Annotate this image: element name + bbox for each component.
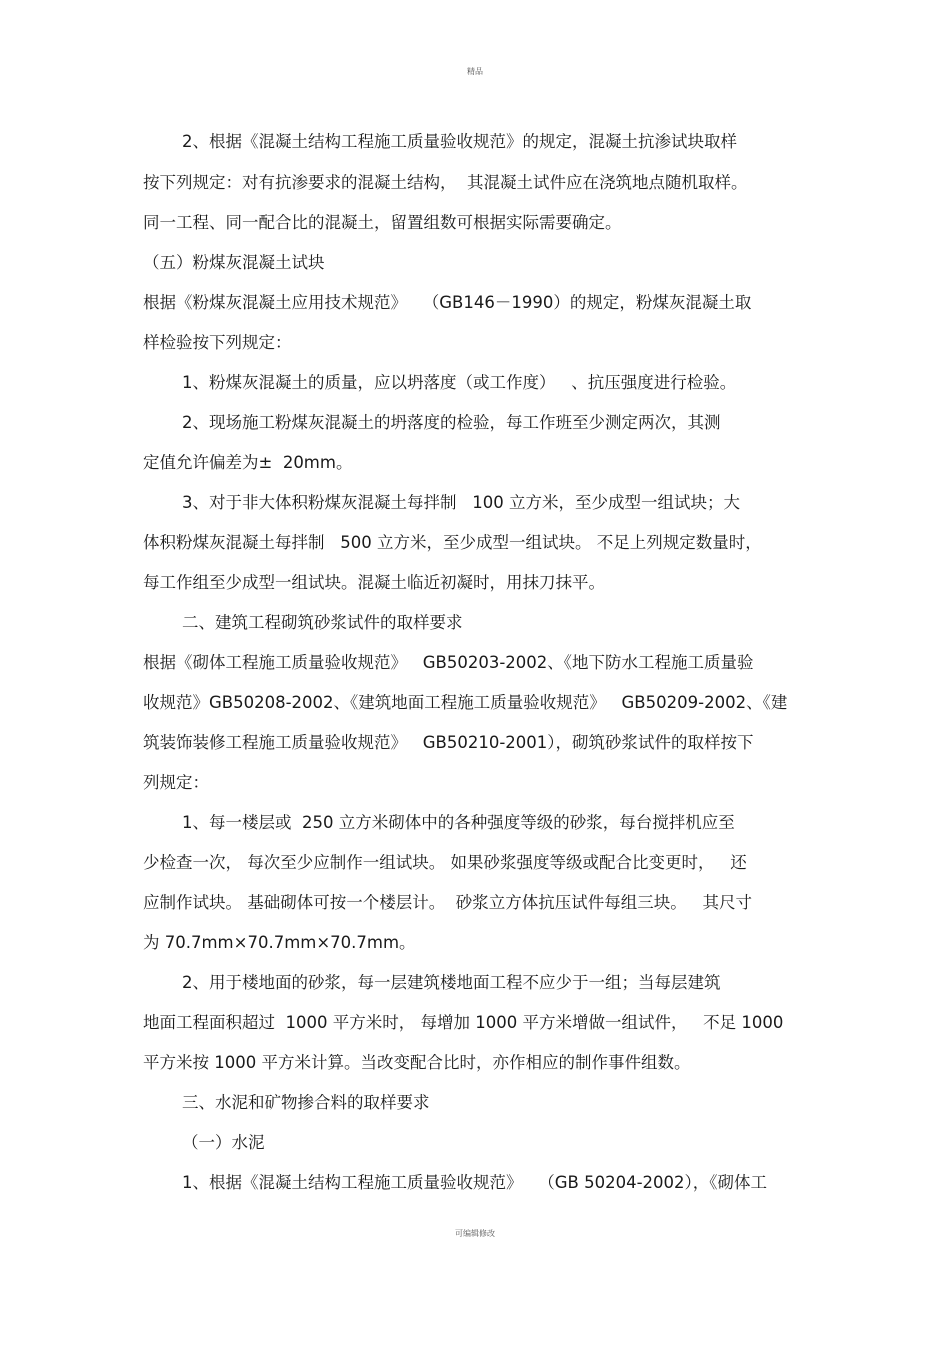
- text-line: 体积粉煤灰混凝土每拌制 500 立方米，至少成型一组试块。 不足上列规定数量时，: [143, 533, 762, 552]
- text-line: 1、每一楼层或 250 立方米砌体中的各种强度等级的砂浆，每台搅拌机应至: [182, 813, 735, 832]
- text-line: 按下列规定：对有抗渗要求的混凝土结构， 其混凝土试件应在浇筑地点随机取样。: [143, 173, 748, 192]
- text-line: 少检查一次， 每次至少应制作一组试块。 如果砂浆强度等级或配合比变更时， 还: [143, 853, 747, 872]
- text-line: 根据《粉煤灰混凝土应用技术规范》 （GB146－1990）的规定，粉煤灰混凝土取: [143, 293, 752, 312]
- text-line: 地面工程面积超过 1000 平方米时， 每增加 1000 平方米增做一组试件， 不足 1000: [143, 1013, 784, 1032]
- text-line: 根据《砌体工程施工质量验收规范》 GB50203-2002、《地下防水工程施工质量验: [143, 653, 754, 672]
- section-heading: （五）粉煤灰混凝土试块: [143, 253, 325, 272]
- text-line: 样检验按下列规定：: [143, 333, 292, 352]
- text-line: 2、根据《混凝土结构工程施工质量验收规范》的规定，混凝土抗渗试块取样: [182, 132, 737, 151]
- text-line: 应制作试块。 基础砌体可按一个楼层计。 砂浆立方体抗压试件每组三块。 其尺寸: [143, 893, 752, 912]
- text-line: 筑装饰装修工程施工质量验收规范》 GB50210-2001），砌筑砂浆试件的取样按下: [143, 733, 754, 752]
- section-heading: 三、水泥和矿物掺合料的取样要求: [182, 1093, 430, 1112]
- text-line: 为 70.7mm×70.7mm×70.7mm。: [143, 933, 416, 952]
- text-line: 1、根据《混凝土结构工程施工质量验收规范》 （GB 50204-2002），《砌体工: [182, 1173, 768, 1192]
- page-footer: 可编辑修改: [455, 1229, 495, 1238]
- section-heading: 二、建筑工程砌筑砂浆试件的取样要求: [182, 613, 463, 632]
- text-line: 2、用于楼地面的砂浆，每一层建筑楼地面工程不应少于一组；当每层建筑: [182, 973, 721, 992]
- text-line: 3、对于非大体积粉煤灰混凝土每拌制 100 立方米，至少成型一组试块；大: [182, 493, 740, 512]
- text-line: 2、现场施工粉煤灰混凝土的坍落度的检验，每工作班至少测定两次，其测: [182, 413, 721, 432]
- text-line: 收规范》GB50208-2002、《建筑地面工程施工质量验收规范》 GB50209-2002、《建: [143, 693, 788, 712]
- text-line: 1、粉煤灰混凝土的质量，应以坍落度（或工作度） 、抗压强度进行检验。: [182, 373, 737, 392]
- text-line: 列规定：: [143, 773, 209, 792]
- text-line: 每工作组至少成型一组试块。混凝土临近初凝时，用抹刀抹平。: [143, 573, 605, 592]
- text-line: 平方米按 1000 平方米计算。当改变配合比时，亦作相应的制作事件组数。: [143, 1053, 691, 1072]
- section-heading: （一）水泥: [182, 1133, 265, 1152]
- page-header: 精品: [467, 67, 483, 76]
- text-line: 定值允许偏差为± 20mm。: [143, 453, 353, 472]
- text-line: 同一工程、同一配合比的混凝土，留置组数可根据实际需要确定。: [143, 213, 622, 232]
